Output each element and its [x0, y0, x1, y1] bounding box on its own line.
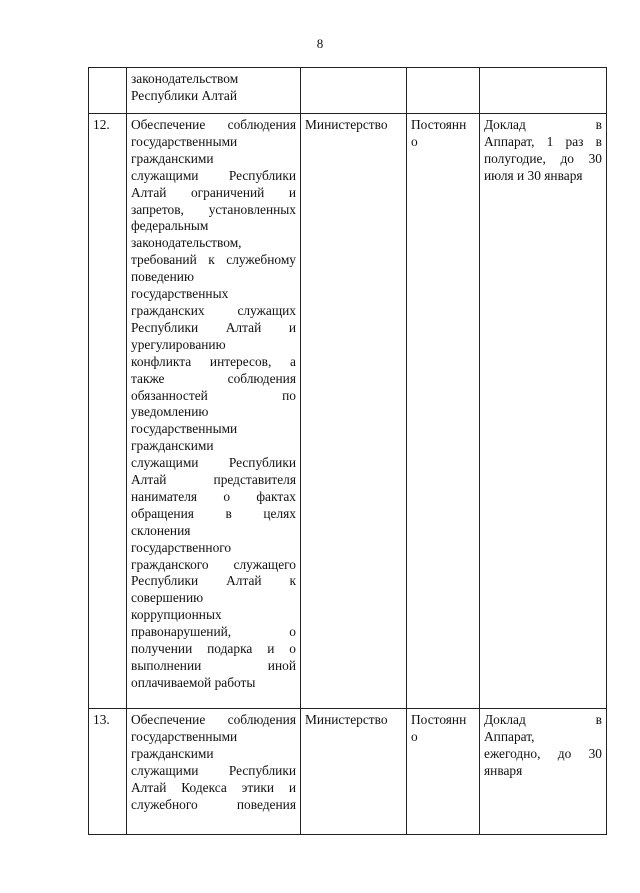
measure-line: требований к служебному: [131, 252, 296, 268]
report-line: Аппарат,: [484, 728, 535, 744]
row-number-cell: 12.: [89, 114, 127, 709]
executor-cell: Министерство: [301, 114, 407, 709]
measure-line: совершению: [131, 590, 204, 606]
term-line: Постоянн: [411, 712, 467, 727]
report-line: Аппарат, 1 раз в: [484, 133, 602, 149]
table-row-continued: [89, 68, 607, 114]
measure-line: гражданскими: [131, 150, 214, 166]
report-line: января: [484, 762, 523, 778]
measure-line: коррупционных: [131, 607, 222, 623]
measure-cell: [127, 68, 301, 114]
term-line: о: [411, 728, 418, 744]
row-number-cell: [89, 68, 127, 114]
measure-line: государственными: [131, 728, 238, 744]
term-cell: [407, 68, 480, 114]
measure-line: Алтай Кодекса этики и: [131, 779, 296, 795]
measure-line: конфликта интересов, а: [131, 353, 296, 369]
measure-line: Обеспечение соблюдения: [131, 117, 296, 132]
measure-line: государственного: [131, 539, 232, 555]
measure-line: гражданскими: [131, 438, 214, 454]
measure-line: обращения в целях: [131, 505, 296, 521]
report-line: полугодие, до 30: [484, 150, 602, 166]
measure-line: нанимателя о фактах: [131, 488, 296, 504]
measure-line: гражданского служащего: [131, 556, 296, 572]
row-number-cell: 13.: [89, 709, 127, 835]
executor-cell: [301, 68, 407, 114]
measure-line: государственными: [131, 421, 238, 437]
measure-line: выполнении иной: [131, 658, 296, 673]
table-row-13: [89, 709, 607, 835]
term-cell: [407, 709, 480, 835]
measure-line: склонения: [131, 522, 191, 538]
report-cell: [480, 68, 607, 114]
term-cell: [407, 114, 480, 709]
measure-line: Алтай ограничений и: [131, 184, 296, 200]
measure-line: Республики Алтай к: [131, 573, 296, 589]
measure-line: урегулированию: [131, 336, 226, 352]
measure-line: гражданскими: [131, 745, 214, 761]
measure-line: служащими Республики: [131, 455, 296, 471]
measure-line: запретов, установленных: [131, 201, 296, 217]
measure-line: служебного поведения: [131, 796, 296, 812]
measure-line: Алтай представителя: [131, 472, 296, 488]
report-cell: [480, 114, 607, 709]
measure-cell: [127, 114, 301, 709]
measure-line: законодательством,: [131, 235, 242, 251]
measure-line: оплачиваемой работы: [131, 674, 256, 690]
measure-line: уведомлению: [131, 404, 209, 420]
measure-line: поведению: [131, 269, 194, 285]
measure-line: получении подарка и о: [131, 641, 296, 657]
report-line: ежегодно, до 30: [484, 745, 602, 761]
measure-line: гражданских служащих: [131, 302, 296, 318]
report-line: июля и 30 января: [484, 167, 583, 183]
measure-line: Республики Алтай: [131, 87, 238, 103]
report-cell: [480, 709, 607, 835]
measure-line: Обеспечение соблюдения: [131, 712, 296, 727]
measure-line: также соблюдения: [131, 370, 296, 386]
term-line: о: [411, 133, 418, 149]
measure-line: служащими Республики: [131, 167, 296, 183]
plan-table: [88, 67, 607, 835]
measure-cell: [127, 709, 301, 835]
term-line: Постоянн: [411, 117, 467, 132]
measure-line: обязанностей по: [131, 387, 296, 403]
measure-line: Республики Алтай и: [131, 319, 296, 335]
report-line: Доклад в: [484, 117, 602, 132]
page-number: 8: [316, 36, 324, 51]
executor-cell: Министерство: [301, 709, 407, 835]
measure-line: законодательством: [131, 71, 239, 86]
measure-line: федеральным: [131, 218, 209, 234]
measure-line: государственными: [131, 133, 238, 149]
report-line: Доклад в: [484, 712, 602, 727]
table-row-12: [89, 114, 607, 709]
measure-line: правонарушений, о: [131, 624, 296, 640]
measure-line: служащими Республики: [131, 762, 296, 778]
measure-line: государственных: [131, 286, 229, 302]
